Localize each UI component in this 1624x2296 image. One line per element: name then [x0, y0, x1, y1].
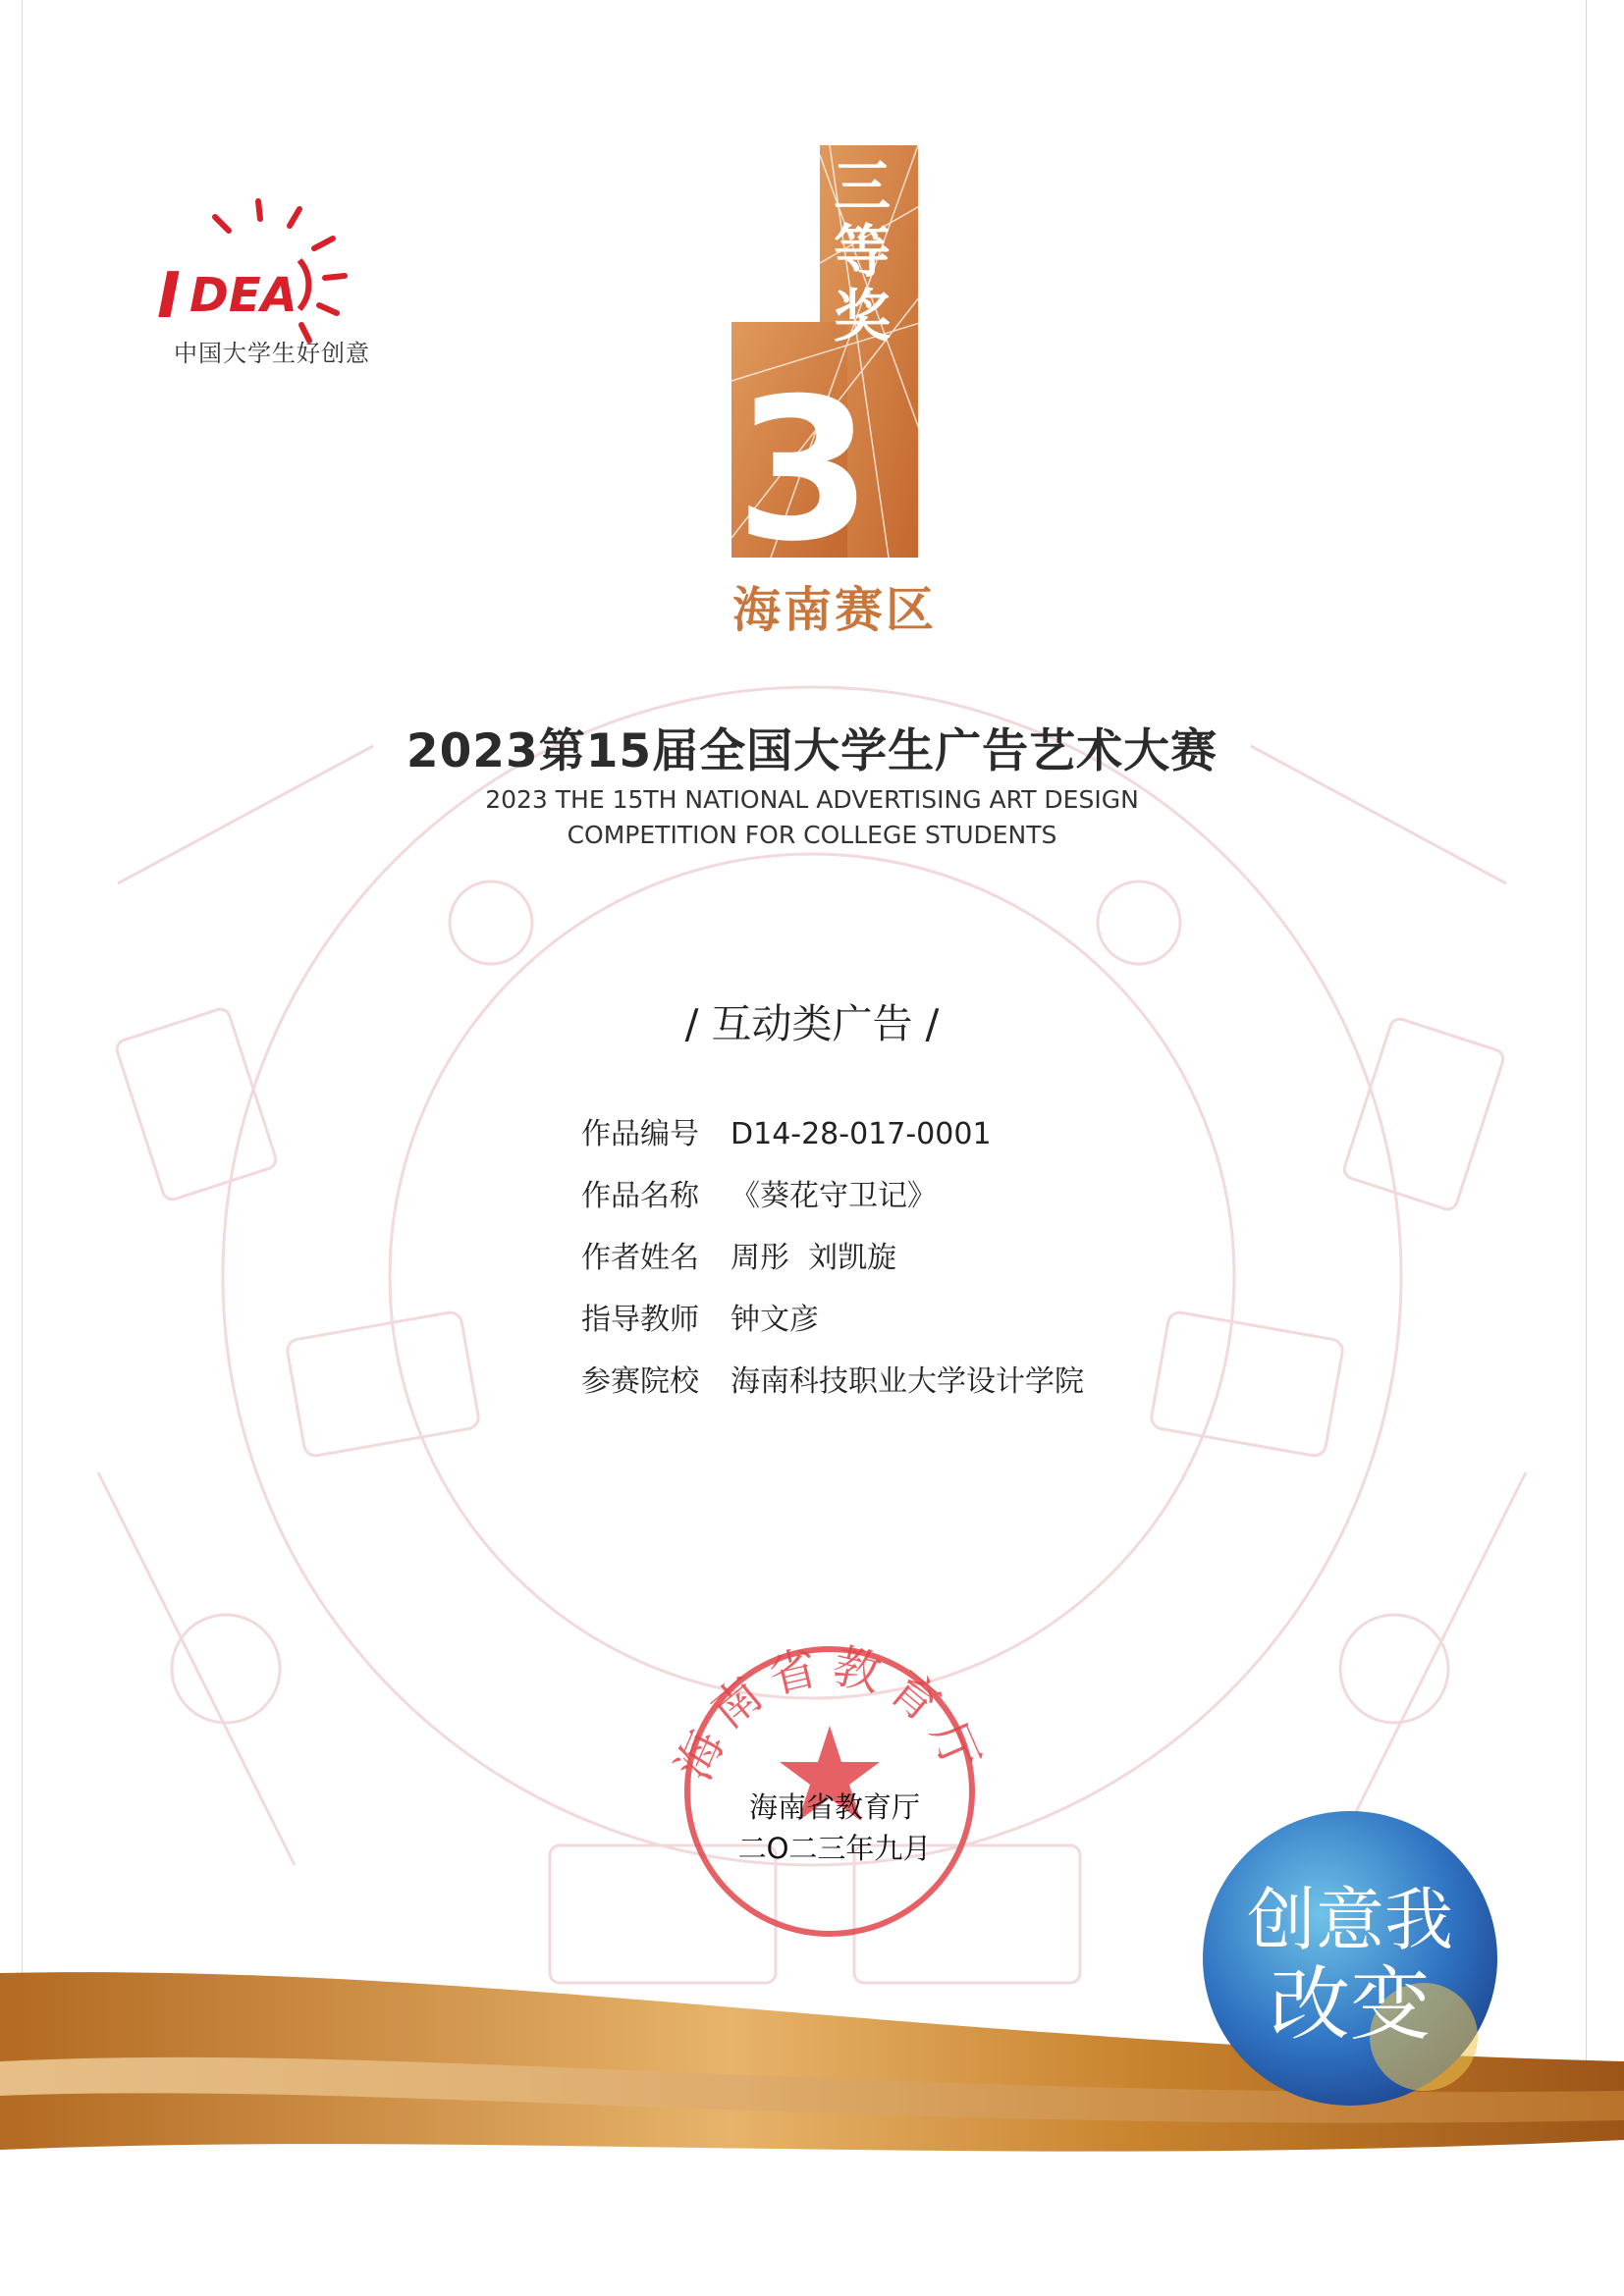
- entry-info: [581, 1109, 1084, 1418]
- badge-line2: 改变: [1269, 1958, 1432, 2052]
- info-row-entry-number: [581, 1109, 1084, 1171]
- svg-text:3: 3: [735, 356, 873, 558]
- issue-date: 二O二三年九月: [737, 1832, 932, 1865]
- info-value: 周彤 刘凯旋: [731, 1241, 897, 1275]
- info-label: 作品编号: [581, 1117, 699, 1151]
- title-cn: 2023第15届全国大学生广告艺术大赛: [406, 724, 1218, 778]
- info-row-advisor: [581, 1295, 1084, 1357]
- info-row-school: [581, 1357, 1084, 1418]
- svg-text:DEA: DEA: [189, 268, 298, 323]
- info-label: 作品名称: [581, 1179, 699, 1213]
- info-value: D14-28-017-0001: [731, 1117, 992, 1151]
- info-row-authors: [581, 1233, 1084, 1295]
- svg-text:三: 三: [834, 153, 892, 220]
- official-seal: [663, 1620, 997, 1944]
- seal-text: 海南省教育厅: [666, 1637, 994, 1789]
- info-label: 参赛院校: [581, 1364, 699, 1399]
- info-value: 海南科技职业大学设计学院: [731, 1364, 1084, 1399]
- info-label: 作者姓名: [581, 1241, 699, 1275]
- logo-caption: 中国大学生好创意: [174, 340, 370, 367]
- award-category: / 互动类广告 /: [684, 1000, 940, 1047]
- svg-text:I: I: [157, 260, 181, 333]
- slogan-badge: [1198, 1806, 1502, 2110]
- info-value: 钟文彦: [731, 1303, 819, 1337]
- svg-text:等: 等: [834, 218, 892, 285]
- badge-line1: 创意我: [1247, 1880, 1453, 1960]
- award-region: 海南赛区: [731, 582, 937, 638]
- info-label: 指导教师: [581, 1303, 699, 1337]
- info-row-entry-name: [581, 1171, 1084, 1233]
- svg-text:奖: 奖: [834, 283, 892, 349]
- title-en-line2: COMPETITION FOR COLLEGE STUDENTS: [567, 821, 1057, 849]
- award-emblem: [731, 145, 923, 558]
- title-en: [295, 782, 1329, 853]
- title-en-line1: 2023 THE 15TH NATIONAL ADVERTISING ART DESIGN: [485, 785, 1139, 814]
- issuer-block: [687, 1787, 982, 1869]
- issuer-name: 海南省教育厅: [748, 1790, 920, 1824]
- info-value: 《葵花守卫记》: [731, 1179, 937, 1213]
